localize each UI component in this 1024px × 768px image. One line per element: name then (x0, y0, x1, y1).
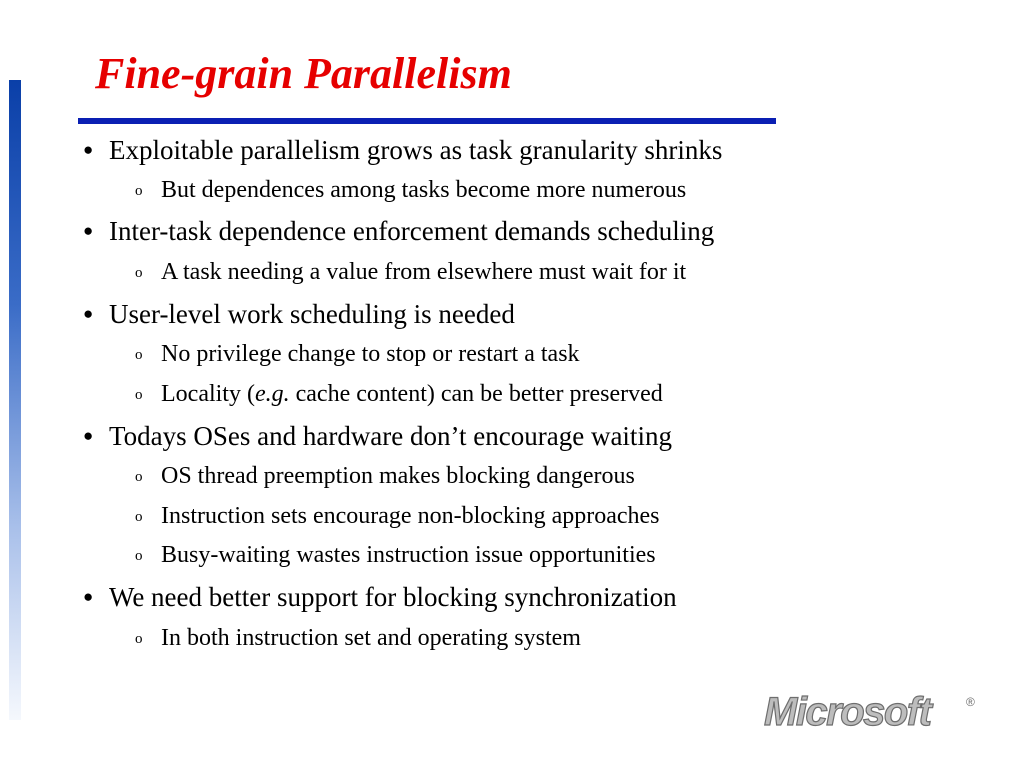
bullet-text: User-level work scheduling is needed (109, 299, 515, 329)
sub-bullet-marker: o (135, 387, 143, 403)
sub-bullet-marker: o (135, 548, 143, 564)
bullet-marker: ● (83, 587, 94, 606)
bullet-text: Todays OSes and hardware don’t encourage waiting (109, 421, 672, 451)
bullet-marker: ● (83, 426, 94, 445)
sub-bullet-marker: o (135, 631, 143, 647)
sub-bullet-marker: o (135, 469, 143, 485)
bullet-marker: ● (83, 140, 94, 159)
sub-bullet-text (161, 379, 663, 409)
sub-bullet-text-emphasis: e.g. (254, 381, 290, 407)
sub-bullet-marker: o (135, 265, 143, 281)
sub-bullet-text: But dependences among tasks become more numerous (161, 177, 687, 203)
bullet-marker: ● (83, 304, 94, 323)
sub-bullet-text: Busy-waiting wastes instruction issue opportunities (161, 542, 656, 568)
bullet-text: Inter-task dependence enforcement demands scheduling (109, 216, 715, 246)
sub-bullet-text-after: cache content) can be better preserved (289, 381, 663, 407)
sub-bullet-text: Instruction sets encourage non-blocking approaches (161, 503, 660, 529)
microsoft-logo (760, 688, 980, 732)
slide-title: Fine-grain Parallelism (95, 49, 512, 98)
sub-bullet-marker: o (135, 183, 143, 199)
registered-mark: ® (966, 695, 975, 709)
sub-bullet-marker: o (135, 347, 143, 363)
sub-bullet-text: In both instruction set and operating system (161, 625, 581, 651)
sub-bullet-text: No privilege change to stop or restart a task (161, 341, 580, 367)
sub-bullet-text: A task needing a value from elsewhere must wait for it (161, 259, 687, 285)
bullet-text: We need better support for blocking synchronization (109, 582, 677, 612)
sub-bullet-text: OS thread preemption makes blocking dangerous (161, 463, 635, 489)
sub-bullet-marker: o (135, 509, 143, 525)
bullet-marker: ● (83, 221, 94, 240)
logo-wordmark: Microsoft (764, 690, 931, 732)
sub-bullet-text-before: Locality ( (161, 381, 255, 407)
bullet-text: Exploitable parallelism grows as task granularity shrinks (109, 135, 723, 165)
